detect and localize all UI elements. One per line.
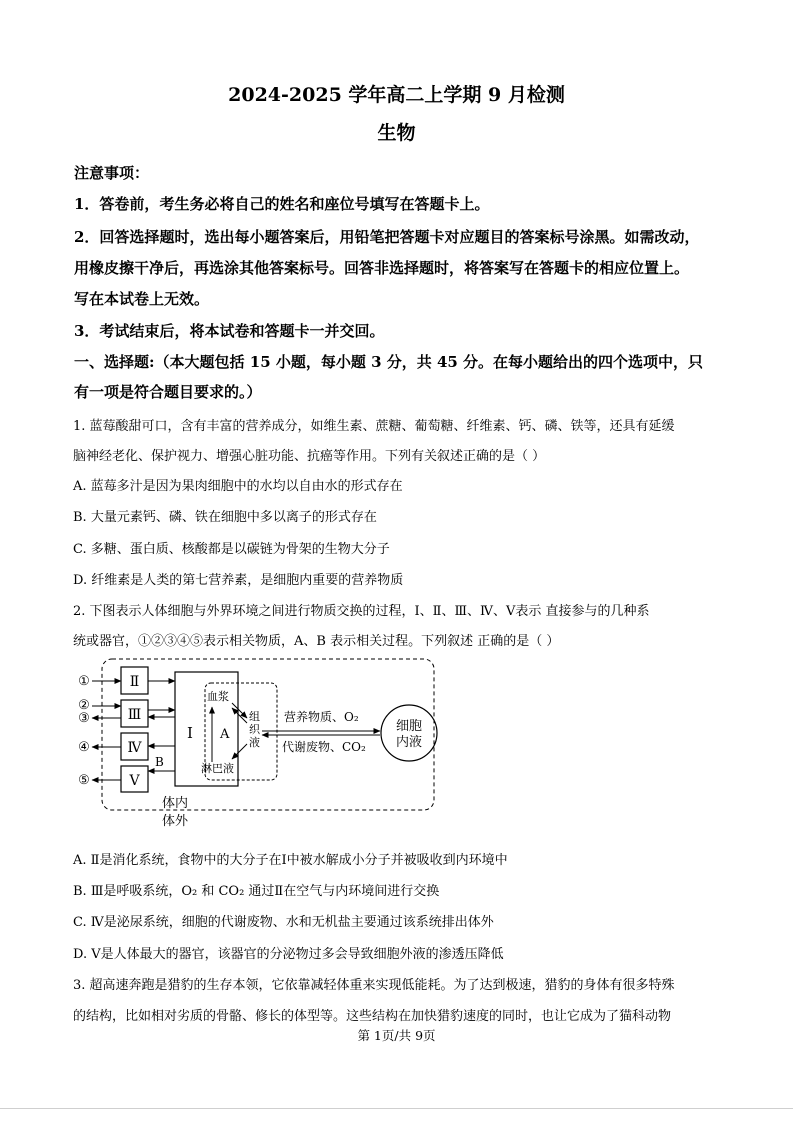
tissue-fluid-char-3: 液 [249,736,260,749]
q2-stem-line-2: 统或器官，①②③④⑤表示相关物质，A、B 表示相关过程。下列叙述 正确的是（ ） [73,634,560,649]
q2-stem-line-1: 2. 下图表示人体细胞与外界环境之间进行物质交换的过程，Ⅰ、Ⅱ、Ⅲ、Ⅳ、Ⅴ表示 直接参与的几种系 [73,604,650,619]
q1-option-b: B. 大量元素钙、磷、铁在细胞中多以离子的形式存在 [73,510,377,525]
page-number: 第 1页/共 9页 [357,1028,436,1043]
q1-option-a: A. 蓝莓多汁是因为果肉细胞中的水均以自由水的形式存在 [73,479,403,494]
q1-stem-line-1: 1. 蓝莓酸甜可口，含有丰富的营养成分，如维生素、蔗糖、葡萄糖、纤维素、钙、磷、铁等，还具有延缓 [73,419,675,434]
cell-fluid-line-1: 细胞 [395,719,423,734]
organ-label-2: Ⅱ [129,674,140,690]
lymph-label: 淋巴液 [201,762,234,775]
circled-2: ② [78,698,90,713]
circled-1: ① [78,674,90,689]
material-exchange-diagram [72,655,442,835]
section-heading-line-2: 有一项是符合题目要求的。） [74,383,262,401]
q3-stem-line-1: 3. 超高速奔跑是猎豹的生存本领，它依靠减轻体重来实现低能耗。为了达到极速，猎豹的身体有很多特殊 [73,978,675,993]
q2-option-a: A. Ⅱ是消化系统，食物中的大分子在Ⅰ中被水解成小分子并被吸收到内环境中 [73,853,508,868]
notice-heading: 注意事项： [74,164,150,182]
cell-fluid-line-2: 内液 [395,735,423,750]
inside-label: 体内 [162,796,189,811]
circled-4: ④ [78,740,90,755]
section-heading-line-1: 一、选择题:（本大题包括 15 小题，每小题 3 分，共 45 分。在每小题给出的四个选项中，只 [74,353,704,371]
organ-label-4: Ⅳ [127,740,142,756]
outside-label: 体外 [162,814,189,829]
lower-arrow-label: 代谢废物、CO₂ [282,740,366,754]
process-label-b: B [155,755,164,769]
tissue-fluid-char-2: 织 [249,723,260,736]
q2-option-d: D. Ⅴ是人体最大的器官，该器官的分泌物过多会导致细胞外液的渗透压降低 [73,947,504,962]
q1-option-d: D. 纤维素是人类的第七营养素，是细胞内重要的营养物质 [73,573,404,588]
organ-label-3: Ⅲ [127,707,142,723]
q1-stem-line-2: 脑神经老化、保护视力、增强心脏功能、抗癌等作用。下列有关叙述正确的是（ ） [73,449,546,464]
notice-line-5: 3．考试结束后，将本试卷和答题卡一并交回。 [74,322,385,340]
page-title: 2024-2025 学年高二上学期 9 月检测 [228,84,565,106]
q1-option-c: C. 多糖、蛋白质、核酸都是以碳链为骨架的生物大分子 [73,542,390,557]
system-label-1: Ⅰ [187,724,193,742]
process-label-a: A [220,727,230,742]
tissue-fluid-char-1: 组 [249,710,260,723]
subject-title: 生物 [377,122,416,144]
notice-line-2: 2．回答选择题时，选出每小题答案后，用铅笔把答题卡对应题目的答案标号涂黑。如需改动， [74,228,700,246]
circled-5: ⑤ [78,773,90,788]
q3-stem-line-2: 的结构，比如相对劣质的骨骼、修长的体型等。这些结构在加快猎豹速度的同时，也让它成为了猫科动物 [73,1009,672,1024]
notice-line-3: 用橡皮擦干净后，再选涂其他答案标号。回答非选择题时，将答案写在答题卡的相应位置上。 [74,259,690,277]
q2-option-b: B. Ⅲ是呼吸系统，O₂ 和 CO₂ 通过Ⅱ在空气与内环境间进行交换 [73,884,440,899]
organ-label-5: Ⅴ [129,773,140,789]
plasma-label: 血浆 [207,690,229,703]
notice-line-4: 写在本试卷上无效。 [74,290,210,308]
upper-arrow-label: 营养物质、O₂ [284,710,359,724]
circled-3: ③ [78,711,90,726]
q2-option-c: C. Ⅳ是泌尿系统，细胞的代谢废物、水和无机盐主要通过该系统排出体外 [73,915,494,930]
page-bottom-rule [0,1108,793,1109]
notice-line-1: 1．答卷前，考生务必将自己的姓名和座位号填写在答题卡上。 [74,195,490,213]
